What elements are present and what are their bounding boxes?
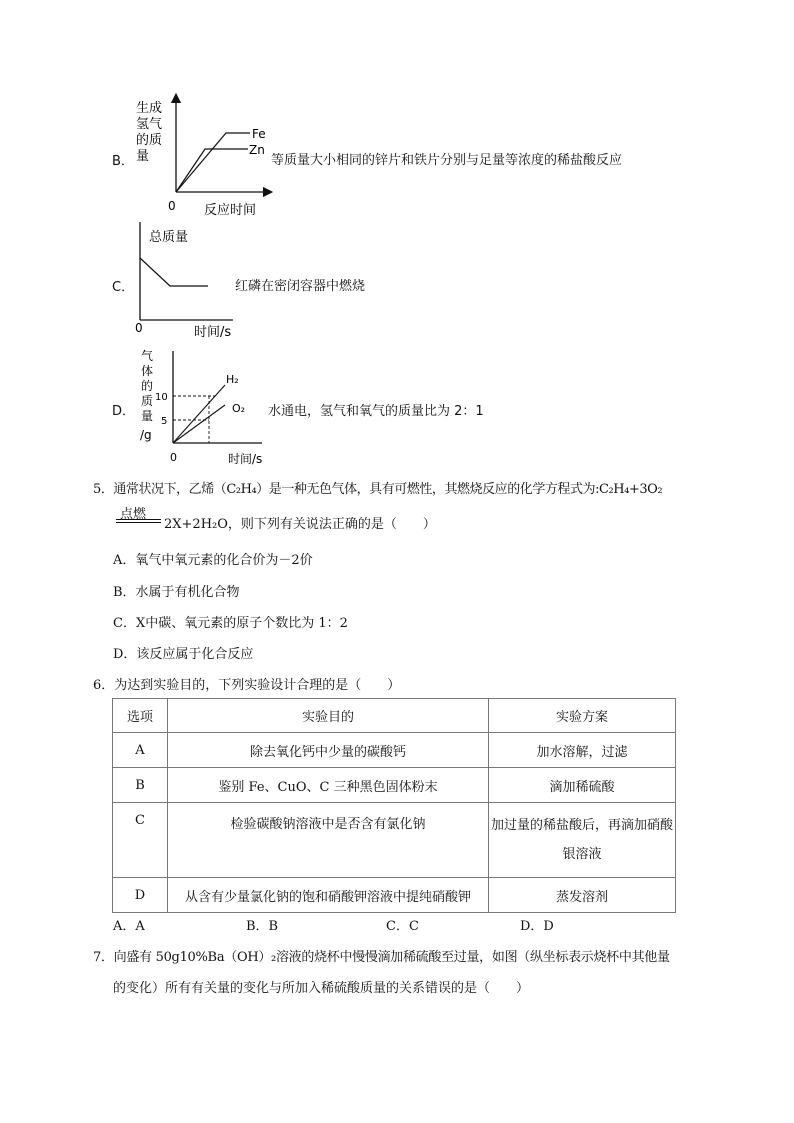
option-b-letter: B． (112, 154, 134, 169)
option-c-xlabel: 时间/s (194, 325, 232, 340)
option-c-text: 红磷在密闭容器中燃烧 (235, 279, 366, 294)
option-b-zn-label: Zn (249, 143, 265, 157)
option-d-h2-line (173, 385, 225, 443)
option-b-xlabel: 反应时间 (204, 203, 257, 217)
option-d-ylabel-2: 体 (141, 364, 154, 378)
q7-stem-line2: 的变化）所有有关量的变化与所加入稀硫酸质量的关系错误的是（ ） (113, 981, 530, 996)
option-c-ylabel: 总质量 (149, 230, 189, 245)
option-d-graph (132, 345, 268, 470)
q5-option-a: A．氧气中氧元素的化合价为－2价 (113, 553, 313, 568)
q5-reaction-arrow (116, 519, 161, 523)
option-b-zn-line (176, 149, 248, 192)
table-header-row (113, 699, 676, 733)
option-d-origin: 0 (170, 451, 177, 464)
option-b-fe-label: Fe (252, 127, 266, 141)
option-d-letter: D． (112, 404, 136, 419)
row-b-plan: 滴加稀硫酸 (489, 768, 676, 803)
row-d-plan: 蒸发溶剂 (489, 878, 676, 913)
option-d-tick-10: 10 (155, 392, 168, 403)
q6-experiment-table (112, 698, 676, 913)
option-b-origin: 0 (168, 199, 176, 213)
option-d-ylabel-1: 气 (141, 349, 154, 363)
row-c-plan: 加过量的稀盐酸后，再滴加硝酸银溶液 (489, 803, 676, 878)
option-b-graph (128, 92, 273, 217)
q5-option-b: B．水属于有机化合物 (113, 585, 240, 600)
row-b-option: B (113, 768, 168, 803)
row-c-option: C (113, 803, 168, 878)
table-row (113, 768, 676, 803)
option-d-o2-line (173, 405, 225, 443)
row-a-goal: 除去氧化钙中少量的碳酸钙 (168, 733, 489, 768)
q5-option-c: C．X中碳、氧元素的原子个数比为 1：2 (113, 616, 348, 631)
option-b-ylabel-1: 生成 (136, 101, 163, 116)
table-row (113, 878, 676, 913)
q5-reaction-condition: 点燃 (120, 507, 147, 522)
option-d-ylabel-5: 量 (141, 409, 154, 423)
option-c-origin: 0 (135, 321, 143, 335)
option-b-ylabel-2: 氢气 (136, 117, 163, 132)
q5-stem-line1: 5．通常状况下，乙烯（C₂H₄）是一种无色气体，具有可燃性，其燃烧反应的化学方程式为:C₂H₄+3O₂ (93, 482, 663, 497)
option-b-fe-line (176, 133, 250, 192)
header-option: 选项 (113, 699, 168, 733)
option-d-h2-label: H₂ (226, 373, 239, 386)
row-c-goal: 检验碳酸钠溶液中是否含有氯化钠 (168, 803, 489, 878)
option-d-o2-label: O₂ (232, 402, 246, 415)
option-c-mass-line (140, 258, 208, 286)
option-b-text: 等质量大小相同的锌片和铁片分别与足量等浓度的稀盐酸反应 (271, 153, 623, 168)
option-d-text: 水通电，氢气和氧气的质量比为 2：1 (268, 404, 484, 419)
q7-stem-line1: 7．向盛有 50g10%Ba（OH）₂溶液的烧杯中慢慢滴加稀硫酸至过量，如图（纵坐标表示烧杯中其他量 (93, 950, 670, 965)
option-c-letter: C． (112, 280, 135, 295)
row-a-plan: 加水溶解，过滤 (489, 733, 676, 768)
q6-answer-a: A．A (113, 919, 145, 934)
table-row (113, 803, 676, 878)
option-d-ylabel-3: 的 (141, 379, 154, 393)
header-plan: 实验方案 (489, 699, 676, 733)
option-c-graph (128, 216, 248, 341)
row-a-option: A (113, 733, 168, 768)
row-d-goal: 从含有少量氯化钠的饱和硝酸钾溶液中提纯硝酸钾 (168, 878, 489, 913)
option-d-xlabel: 时间/s (228, 452, 263, 466)
option-b-ylabel-3: 的质 (136, 133, 163, 148)
row-b-goal: 鉴别 Fe、CuO、C 三种黑色固体粉末 (168, 768, 489, 803)
q6-stem: 6．为达到实验目的，下列实验设计合理的是（ ） (93, 678, 401, 693)
q6-answer-d: D．D (520, 919, 554, 934)
option-d-ylabel-6: /g (140, 428, 152, 442)
q5-stem-line2: 2X+2H₂O，则下列有关说法正确的是（ ） (164, 517, 436, 532)
q5-option-d: D．该反应属于化合反应 (113, 647, 254, 662)
q6-answer-b: B．B (246, 919, 279, 934)
option-d-ylabel-4: 质 (141, 394, 154, 408)
header-goal: 实验目的 (168, 699, 489, 733)
row-d-option: D (113, 878, 168, 913)
option-d-tick-5: 5 (161, 416, 168, 427)
q6-answer-c: C．C (386, 919, 419, 934)
option-b-ylabel-4: 量 (136, 149, 150, 164)
table-row (113, 733, 676, 768)
